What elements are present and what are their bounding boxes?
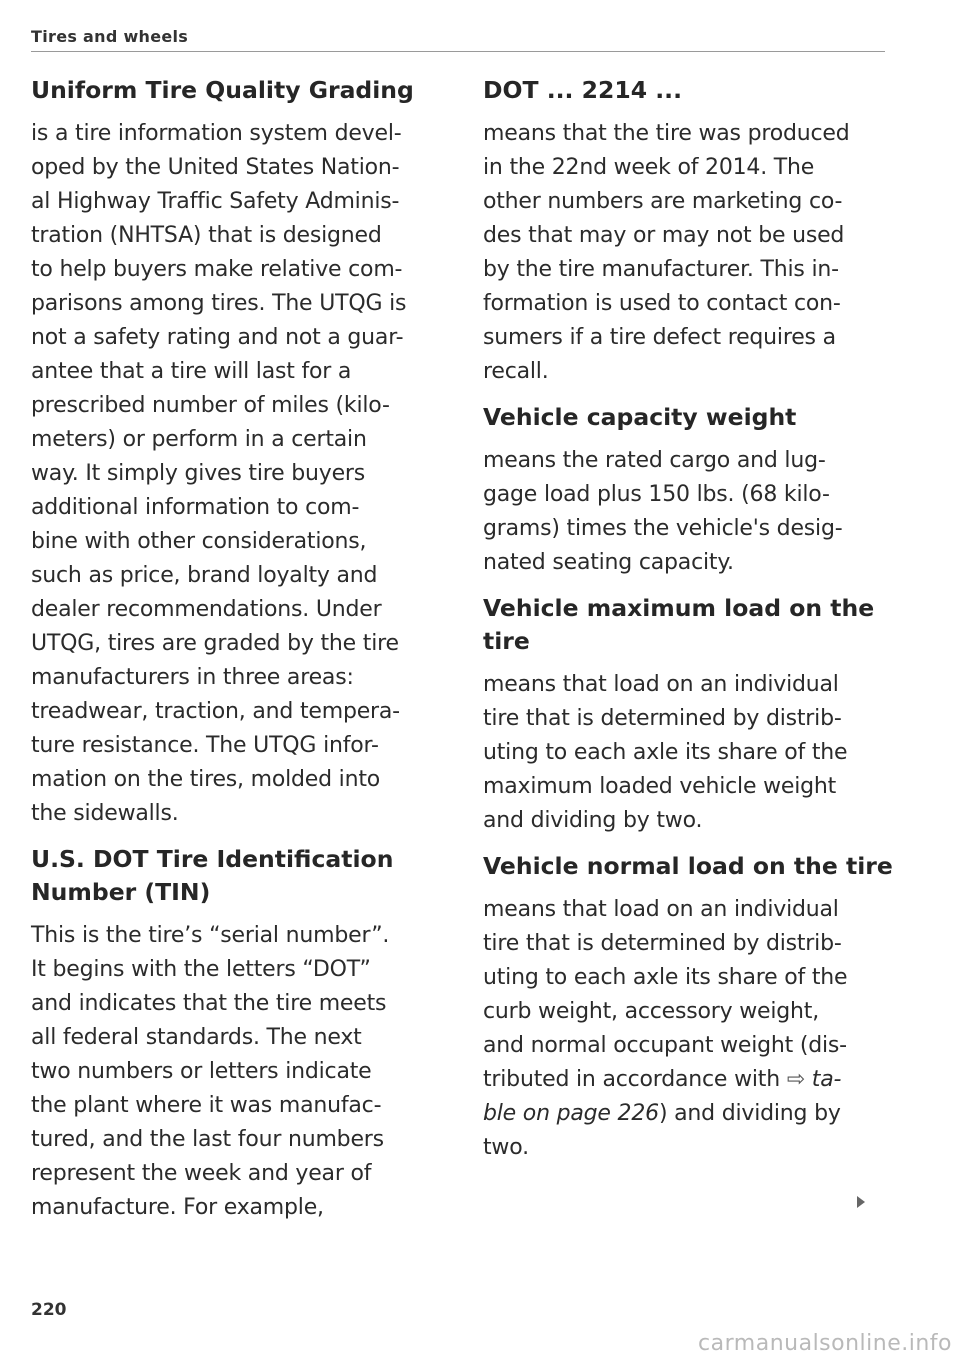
normal-load-heading: Vehicle normal load on the tire	[483, 852, 893, 880]
text-line: nated seating capacity.	[483, 550, 734, 575]
utqg-paragraph	[31, 117, 441, 831]
text-line: other numbers are marketing co-	[483, 189, 843, 214]
text-line	[483, 1063, 893, 1097]
text-line: dealer recommendations. Under	[31, 597, 382, 622]
text-line: formation is used to contact con-	[483, 291, 841, 316]
header-divider	[31, 51, 885, 52]
text-line: gage load plus 150 lbs. (68 kilo-	[483, 482, 830, 507]
text-line: recall.	[483, 359, 549, 384]
dot-example-paragraph	[483, 117, 893, 389]
text-line: tire that is determined by distrib-	[483, 931, 842, 956]
tin-paragraph	[31, 919, 441, 1225]
heading-line: tire	[483, 627, 530, 655]
text-line: way. It simply gives tire buyers	[31, 461, 366, 486]
text-line: means that load on an individual	[483, 897, 839, 922]
text-line: such as price, brand loyalty and	[31, 563, 378, 588]
text-line: manufacture. For example,	[31, 1195, 324, 1220]
heading-line: U.S. DOT Tire Identification	[31, 845, 394, 873]
text-line: means that the tire was produced	[483, 121, 850, 146]
text-line: means the rated cargo and lug-	[483, 448, 826, 473]
text-line: is a tire information system devel-	[31, 121, 402, 146]
utqg-heading: Uniform Tire Quality Grading	[31, 76, 414, 104]
table-reference-link[interactable]: ta-	[811, 1067, 842, 1092]
text-line: grams) times the vehicle's desig-	[483, 516, 843, 541]
capacity-weight-paragraph	[483, 444, 893, 580]
text-line: manufacturers in three areas:	[31, 665, 354, 690]
text-line: all federal standards. The next	[31, 1025, 362, 1050]
text-line: parisons among tires. The UTQG is	[31, 291, 407, 316]
normal-load-paragraph	[483, 893, 893, 1165]
text-line: treadwear, traction, and tempera-	[31, 699, 400, 724]
text-line: uting to each axle its share of the	[483, 740, 848, 765]
text-line: It begins with the letters “DOT”	[31, 957, 371, 982]
ref-prefix: tributed in accordance with	[483, 1067, 787, 1092]
text-line: not a safety rating and not a guar-	[31, 325, 404, 350]
text-line: meters) or perform in a certain	[31, 427, 367, 452]
watermark: carmanualsonline.info	[698, 1331, 952, 1356]
heading-line: Vehicle maximum load on the	[483, 594, 875, 622]
text-line: antee that a tire will last for a	[31, 359, 352, 384]
text-line: and dividing by two.	[483, 808, 703, 833]
max-load-heading	[483, 592, 893, 658]
section-header: Tires and wheels	[31, 27, 189, 46]
text-line: to help buyers make relative com-	[31, 257, 403, 282]
text-line: UTQG, tires are graded by the tire	[31, 631, 399, 656]
text-line: two.	[483, 1135, 529, 1160]
text-line: des that may or may not be used	[483, 223, 845, 248]
text-line: oped by the United States Nation-	[31, 155, 400, 180]
text-line: tire that is determined by distrib-	[483, 706, 842, 731]
text-line: tration (NHTSA) that is designed	[31, 223, 382, 248]
text-line: by the tire manufacturer. This in-	[483, 257, 839, 282]
text-line: and indicates that the tire meets	[31, 991, 387, 1016]
arrow-right-icon: ⇨	[786, 1067, 805, 1092]
text-line: curb weight, accessory weight,	[483, 999, 820, 1024]
text-line: maximum loaded vehicle weight	[483, 774, 837, 799]
text-line: the sidewalls.	[31, 801, 179, 826]
page-number: 220	[31, 1300, 67, 1320]
text-line: sumers if a tire defect requires a	[483, 325, 836, 350]
table-reference-link[interactable]: ble on page 226	[483, 1101, 659, 1126]
ref-suffix: ) and dividing by	[658, 1101, 841, 1126]
text-line: and normal occupant weight (dis-	[483, 1033, 847, 1058]
text-line: the plant where it was manufac-	[31, 1093, 382, 1118]
text-line: represent the week and year of	[31, 1161, 372, 1186]
continue-arrow-icon	[857, 1196, 865, 1208]
heading-line: Number (TIN)	[31, 878, 211, 906]
text-line: bine with other considerations,	[31, 529, 367, 554]
text-line: ture resistance. The UTQG infor-	[31, 733, 379, 758]
text-line: prescribed number of miles (kilo-	[31, 393, 390, 418]
text-line	[483, 1097, 893, 1131]
dot-example-heading: DOT ... 2214 ...	[483, 76, 683, 104]
capacity-weight-heading: Vehicle capacity weight	[483, 403, 797, 431]
text-line: additional information to com-	[31, 495, 360, 520]
max-load-paragraph	[483, 668, 893, 838]
text-line: in the 22nd week of 2014. The	[483, 155, 815, 180]
right-column	[483, 74, 893, 1165]
text-line: two numbers or letters indicate	[31, 1059, 372, 1084]
text-line: means that load on an individual	[483, 672, 839, 697]
text-line: tured, and the last four numbers	[31, 1127, 384, 1152]
tin-heading	[31, 843, 441, 909]
text-line: al Highway Traffic Safety Adminis-	[31, 189, 400, 214]
text-line: mation on the tires, molded into	[31, 767, 381, 792]
text-line: uting to each axle its share of the	[483, 965, 848, 990]
left-column	[31, 74, 441, 1225]
text-line: This is the tire’s “serial number”.	[31, 923, 390, 948]
